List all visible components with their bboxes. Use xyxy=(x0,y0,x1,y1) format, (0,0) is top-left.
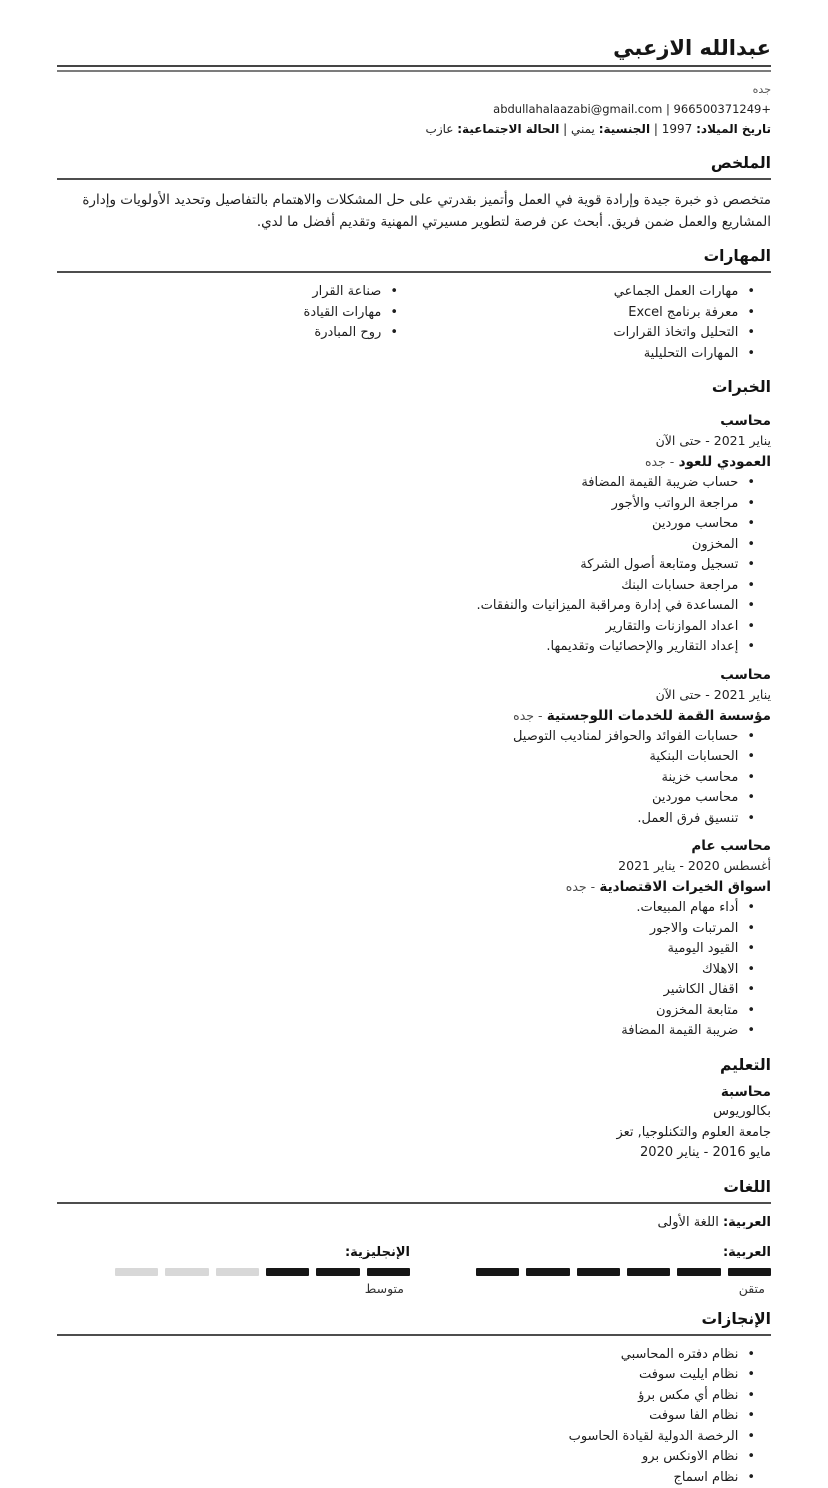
bar-segment xyxy=(728,1268,771,1276)
job-bullet: • ضريبة القيمة المضافة xyxy=(57,1021,755,1042)
email-phone-line xyxy=(57,99,771,119)
dob-label: تاريخ الميلاد: xyxy=(696,122,771,136)
language-bars-row xyxy=(57,1243,771,1296)
bar-segment xyxy=(266,1268,309,1276)
company-location: - جده xyxy=(645,454,674,469)
bar-segment xyxy=(577,1268,620,1276)
job-bullet: • الحسابات البنكية xyxy=(57,747,755,768)
job-bullet: • محاسب موردين xyxy=(57,788,755,809)
job-bullet: • المساعدة في إدارة ومراقبة الميزانيات والنفقات. xyxy=(57,596,755,617)
section-rule xyxy=(57,271,771,273)
skill-item: • مهارات القيادة xyxy=(57,303,398,324)
achievements-title: الإنجازات xyxy=(57,1309,771,1330)
experience-section xyxy=(57,377,771,1042)
education-section xyxy=(57,1055,771,1164)
achievement-item: • الرخصة الدولية لقيادة الحاسوب xyxy=(57,1427,755,1448)
job-bullet-list xyxy=(57,473,771,658)
bar-segment xyxy=(526,1268,569,1276)
bar-segment xyxy=(316,1268,359,1276)
job-bullet: • مراجعة حسابات البنك xyxy=(57,576,755,597)
bar-segment xyxy=(115,1268,158,1276)
skill-item: • مهارات العمل الجماعي xyxy=(414,282,755,303)
bar-segment xyxy=(476,1268,519,1276)
job-role: محاسب xyxy=(57,411,771,431)
skills-list-left xyxy=(57,282,414,344)
nationality-label: الجنسية: xyxy=(599,122,650,136)
job-bullet: • أداء مهام المبيعات. xyxy=(57,898,755,919)
summary-section xyxy=(57,153,771,233)
contact-block xyxy=(57,81,771,140)
job-entry xyxy=(57,836,771,1042)
header-double-rule xyxy=(57,65,771,72)
achievement-item: • نظام أي مكس برؤ xyxy=(57,1386,755,1407)
personal-info-line xyxy=(57,119,771,140)
job-bullet: • متابعة المخزون xyxy=(57,1001,755,1022)
education-field: محاسبة xyxy=(57,1082,771,1103)
achievement-item: • نظام الاونكس برو xyxy=(57,1447,755,1468)
job-bullet: • مراجعة الرواتب والأجور xyxy=(57,494,755,515)
job-bullet: • حساب ضريبة القيمة المضافة xyxy=(57,473,755,494)
location-text: جده xyxy=(57,81,771,99)
section-rule xyxy=(57,178,771,180)
job-entry xyxy=(57,665,771,830)
job-bullet: • إعداد التقارير والإحصائيات وتقديمها. xyxy=(57,637,755,658)
email-phone-text: abdullahalaazabi@gmail.com | 966500371249+ xyxy=(493,102,771,116)
job-bullet: • محاسب خزينة xyxy=(57,768,755,789)
job-bullet: • المخزون xyxy=(57,535,755,556)
company-name: اسواق الخيرات الاقتصادية xyxy=(599,879,771,895)
resume-header xyxy=(57,36,771,140)
marital-label: الحالة الاجتماعية: xyxy=(457,122,559,136)
job-dates: يناير 2021 - حتى الآن xyxy=(57,685,771,705)
language-english xyxy=(115,1243,410,1296)
achievement-item: • نظام دفتره المحاسبي xyxy=(57,1345,755,1366)
job-bullet: • المرتبات والاجور xyxy=(57,919,755,940)
language-proficiency-bar xyxy=(115,1268,410,1276)
education-degree: بكالوريوس xyxy=(57,1102,771,1123)
achievement-item: • نظام الفا سوفت xyxy=(57,1406,755,1427)
achievements-list xyxy=(57,1345,771,1488)
first-language-line xyxy=(57,1213,771,1233)
job-role: محاسب عام xyxy=(57,836,771,856)
language-proficiency-bar xyxy=(476,1268,771,1276)
language-label: الإنجليزية: xyxy=(115,1243,410,1263)
education-school: جامعة العلوم والتكنلوجيا, تعز xyxy=(57,1123,771,1144)
skill-item: • صناعة القرار xyxy=(57,282,398,303)
skills-section xyxy=(57,246,771,364)
bar-segment xyxy=(367,1268,410,1276)
dob-value: 1997 | xyxy=(650,122,696,136)
first-language-value: اللغة الأولى xyxy=(657,1215,722,1230)
marital-value: عازب xyxy=(426,122,458,136)
education-dates: مايو 2016 - يناير 2020 xyxy=(57,1143,771,1164)
language-level: متوسط xyxy=(115,1281,410,1296)
education-title: التعليم xyxy=(57,1055,771,1076)
job-bullet: • اعداد الموازنات والتقارير xyxy=(57,617,755,638)
job-bullet: • الاهلاك xyxy=(57,960,755,981)
section-rule xyxy=(57,1334,771,1336)
job-dates: أغسطس 2020 - يناير 2021 xyxy=(57,856,771,876)
company-name: العمودي للعود xyxy=(679,454,771,470)
nationality-value: يمني | xyxy=(559,122,598,136)
job-role: محاسب xyxy=(57,665,771,685)
job-bullet: • اقفال الكاشير xyxy=(57,980,755,1001)
bar-segment xyxy=(627,1268,670,1276)
skills-column-left xyxy=(57,282,414,364)
experience-title: الخبرات xyxy=(57,377,771,398)
bar-segment xyxy=(165,1268,208,1276)
skills-columns xyxy=(57,282,771,364)
company-name: مؤسسة القمة للخدمات اللوجستية xyxy=(547,708,771,724)
summary-title: الملخص xyxy=(57,153,771,174)
job-bullet: • محاسب موردين xyxy=(57,514,755,535)
achievements-section xyxy=(57,1309,771,1488)
job-bullet: • القيود اليومية xyxy=(57,939,755,960)
skill-item: • روح المبادرة xyxy=(57,323,398,344)
job-company-line xyxy=(57,451,771,473)
job-company-line xyxy=(57,705,771,727)
bar-segment xyxy=(677,1268,720,1276)
achievement-item: • نظام ايليت سوفت xyxy=(57,1365,755,1386)
summary-text: متخصص ذو خبرة جيدة وإرادة قوية في العمل وأتميز بقدرتي على حل المشكلات والاهتمام بالتفاصيل وتحديد الأولويات وإدارة المشاريع والعمل ضمن فريق. أبحث عن فرصة لتطوير مسيرتي المهنية وتقديم أفضل ما لدي. xyxy=(57,189,771,233)
bar-segment xyxy=(216,1268,259,1276)
company-location: - جده xyxy=(566,879,595,894)
skills-column-right xyxy=(414,282,771,364)
company-location: - جده xyxy=(513,708,542,723)
job-bullet-list xyxy=(57,727,771,830)
languages-title: اللغات xyxy=(57,1177,771,1198)
skill-item: • المهارات التحليلية xyxy=(414,344,755,365)
language-arabic xyxy=(476,1243,771,1296)
first-language-label: العربية: xyxy=(723,1215,771,1230)
languages-section xyxy=(57,1177,771,1296)
job-bullet-list xyxy=(57,898,771,1042)
skills-title: المهارات xyxy=(57,246,771,267)
skills-list-right xyxy=(414,282,771,364)
skill-item: • معرفة برنامج Excel xyxy=(414,303,755,324)
skill-item: • التحليل واتخاذ القرارات xyxy=(414,323,755,344)
job-bullet: • تنسيق فرق العمل. xyxy=(57,809,755,830)
achievement-item: • نظام اسماج xyxy=(57,1468,755,1488)
job-entry xyxy=(57,411,771,658)
section-rule xyxy=(57,1202,771,1204)
job-bullet: • تسجيل ومتابعة أصول الشركة xyxy=(57,555,755,576)
language-label: العربية: xyxy=(476,1243,771,1263)
job-dates: يناير 2021 - حتى الآن xyxy=(57,431,771,451)
language-level: متقن xyxy=(476,1281,771,1296)
job-bullet: • حسابات الفوائد والحوافز لمناديب التوصيل xyxy=(57,727,755,748)
job-company-line xyxy=(57,876,771,898)
candidate-name: عبدالله الازعبي xyxy=(57,36,771,60)
